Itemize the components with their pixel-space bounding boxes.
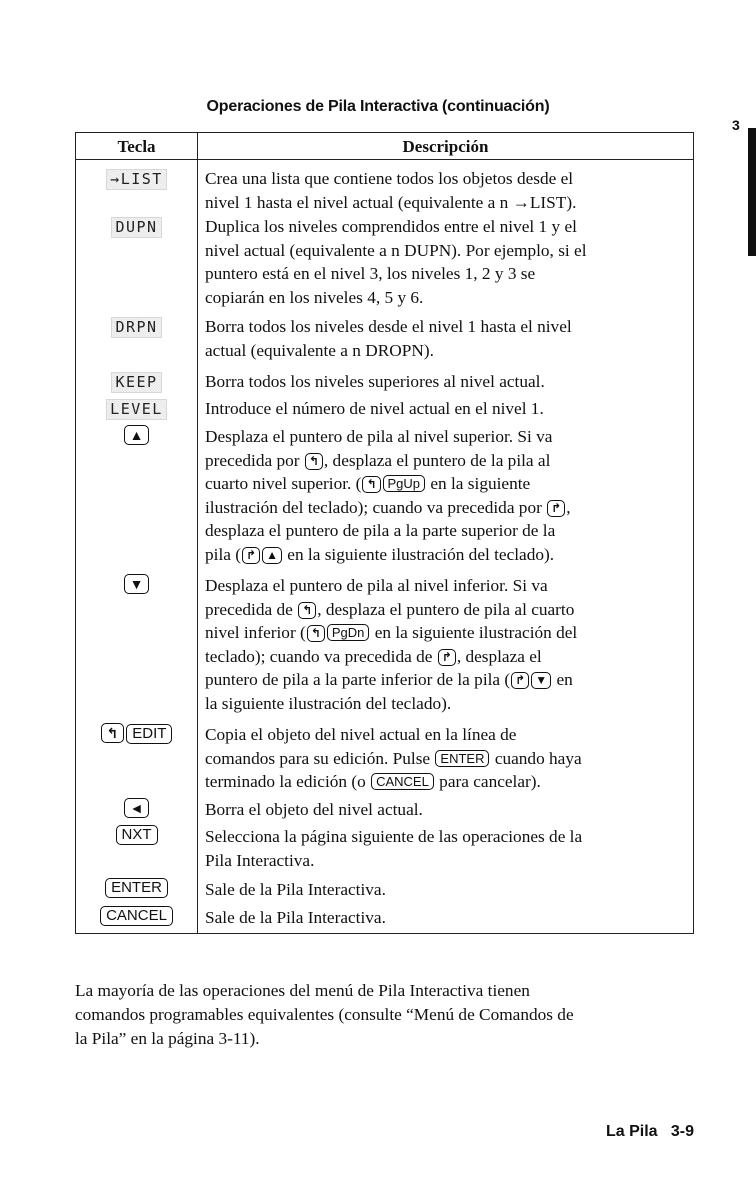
key-cell <box>76 215 197 238</box>
row-description <box>205 825 691 872</box>
up-arrow-key-icon: ▲ <box>262 547 282 564</box>
desc-line: pila ( ↱ ▲ en la siguiente ilustración del teclado). <box>205 544 555 564</box>
up-arrow-key-icon[interactable]: ▲ <box>124 425 150 445</box>
desc-line: Borra todos los niveles desde el nivel 1 hasta el nivel <box>205 317 572 336</box>
key-cell <box>76 825 197 845</box>
down-arrow-key-icon: ▼ <box>531 672 551 689</box>
desc-line: Desplaza el puntero de pila al nivel inferior. Si va <box>205 576 548 595</box>
right-shift-key-icon: ↱ <box>242 547 260 564</box>
column-header-key: Tecla <box>117 137 156 156</box>
edit-key[interactable]: EDIT <box>126 724 172 744</box>
desc-line: Duplica los niveles comprendidos entre el nivel 1 y el <box>205 217 577 236</box>
nxt-key[interactable]: NXT <box>116 825 158 845</box>
key-cell <box>76 167 197 190</box>
desc-line: terminado la edición (o CANCEL para cancelar). <box>205 772 541 791</box>
key-cell <box>76 425 197 446</box>
right-shift-key-icon: ↱ <box>438 649 456 666</box>
row-description <box>205 397 691 421</box>
desc-line: Borra el objeto del nivel actual. <box>205 800 423 819</box>
operations-table <box>75 132 694 934</box>
right-shift-key-icon: ↱ <box>511 672 529 689</box>
left-shift-key-icon: ↰ <box>298 602 316 619</box>
desc-line: Borra todos los niveles superiores al nivel actual. <box>205 372 545 391</box>
key-cell <box>76 798 197 819</box>
desc-line: Sale de la Pila Interactiva. <box>205 880 386 899</box>
row-description <box>205 215 691 309</box>
menu-key-level[interactable]: LEVEL <box>106 399 167 420</box>
desc-line: nivel inferior ( ↰ PgDn en la siguiente ilustración del <box>205 623 578 642</box>
desc-line: Crea una lista que contiene todos los objetos desde el <box>205 169 574 188</box>
desc-line: puntero de pila a la parte inferior de la pila ( ↱ ▼ en <box>205 670 573 689</box>
row-description <box>205 878 691 902</box>
desc-line: nivel actual (equivalente a n DUPN). Por ejemplo, si el <box>205 240 587 260</box>
row-description <box>205 425 691 566</box>
backspace-key-icon[interactable]: ◄ <box>124 798 150 818</box>
row-description <box>205 315 691 362</box>
page-heading: Operaciones de Pila Interactiva (continuación) <box>206 98 550 115</box>
left-shift-key-icon[interactable]: ↰ <box>101 723 125 743</box>
cancel-key: CANCEL <box>371 773 434 790</box>
desc-line: Desplaza el puntero de pila al nivel superior. Si va <box>205 427 553 446</box>
pgdn-key: PgDn <box>327 624 370 641</box>
pgup-key: PgUp <box>383 475 426 492</box>
desc-line: cuarto nivel superior. ( ↰ PgUp en la siguiente <box>205 474 531 493</box>
chapter-number: 3 <box>732 117 740 133</box>
key-cell <box>76 370 197 393</box>
desc-line: ilustración del teclado); cuando va precedida por ↱ , <box>205 497 571 517</box>
key-cell <box>76 397 197 420</box>
header-rule <box>76 159 693 160</box>
desc-line: precedida de ↰ , desplaza el puntero de pila al cuarto <box>205 599 575 619</box>
column-header-description: Descripción <box>402 137 489 156</box>
enter-key: ENTER <box>435 750 489 767</box>
desc-line: Selecciona la página siguiente de las operaciones de la <box>205 827 583 846</box>
chapter-tab-bar <box>748 128 756 256</box>
key-cell <box>76 906 197 926</box>
desc-line: Sale de la Pila Interactiva. <box>205 908 386 927</box>
menu-key-drpn[interactable]: DRPN <box>111 317 161 338</box>
desc-line: Copia el objeto del nivel actual en la línea de <box>205 725 517 744</box>
row-description <box>205 167 691 214</box>
desc-line: copiarán en los niveles 4, 5 y 6. <box>205 287 424 307</box>
page-footer: La Pila 3-9 <box>605 1123 694 1140</box>
desc-line: comandos para su edición. Pulse ENTER cuando haya <box>205 748 582 768</box>
left-shift-key-icon: ↰ <box>307 625 325 642</box>
desc-line: puntero está en el nivel 3, los niveles 1, 2 y 3 se <box>205 264 536 283</box>
desc-line: actual (equivalente a n DROPN). <box>205 340 434 360</box>
desc-line: la siguiente ilustración del teclado). <box>205 693 452 713</box>
paragraph-line: comandos programables equivalentes (consulte “Menú de Comandos de <box>75 1005 574 1024</box>
desc-line: Introduce el número de nivel actual en el nivel 1. <box>205 399 544 418</box>
row-description <box>205 906 691 930</box>
desc-line: Pila Interactiva. <box>205 850 315 870</box>
row-description <box>205 723 691 794</box>
row-description <box>205 798 691 822</box>
key-cell <box>76 315 197 338</box>
paragraph-line: La mayoría de las operaciones del menú de Pila Interactiva tienen <box>75 981 530 1000</box>
paragraph-line: la Pila” en la página 3-11). <box>75 1029 260 1048</box>
key-cell <box>76 878 197 898</box>
key-cell <box>76 574 197 595</box>
footer-paragraph <box>75 979 697 1051</box>
cancel-key[interactable]: CANCEL <box>100 906 173 926</box>
desc-line: desplaza el puntero de pila a la parte superior de la <box>205 521 556 540</box>
key-cell <box>76 723 197 744</box>
left-shift-key-icon: ↰ <box>305 453 323 470</box>
menu-key-list[interactable]: →LIST <box>106 169 167 190</box>
menu-key-dupn[interactable]: DUPN <box>111 217 161 238</box>
right-shift-key-icon: ↱ <box>547 500 565 517</box>
menu-key-keep[interactable]: KEEP <box>111 372 161 393</box>
row-description <box>205 370 691 394</box>
row-description <box>205 574 691 715</box>
left-shift-key-icon: ↰ <box>362 476 380 493</box>
down-arrow-key-icon[interactable]: ▼ <box>124 574 150 594</box>
enter-key[interactable]: ENTER <box>105 878 168 898</box>
desc-line: precedida por ↰ , desplaza el puntero de la pila al <box>205 450 551 470</box>
desc-line: nivel 1 hasta el nivel actual (equivalente a n →LIST). <box>205 192 577 212</box>
column-divider <box>197 133 198 933</box>
desc-line: teclado); cuando va precedida de ↱ , desplaza el <box>205 646 542 666</box>
